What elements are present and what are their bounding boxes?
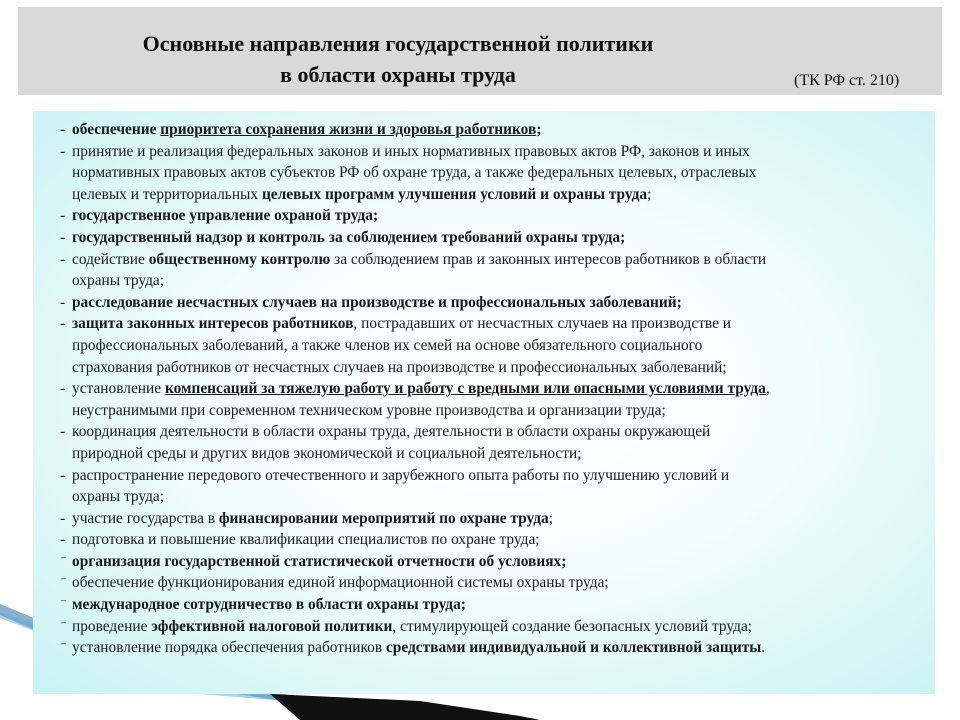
arrow-bullet-icon: ⁻	[60, 616, 67, 632]
policy-text: обеспечение функционирования единой информационной системы охраны труда;	[72, 574, 609, 592]
policy-item-continuation	[60, 270, 930, 292]
arrow-bullet-icon: ⁻	[60, 573, 67, 589]
policy-text: ,	[765, 380, 770, 398]
dash-bullet: -	[60, 531, 66, 549]
policy-text: охраны труда;	[72, 272, 165, 290]
policy-item	[60, 421, 930, 443]
policy-item-continuation	[60, 184, 930, 206]
policy-text: эффективной налоговой политики	[151, 617, 393, 635]
policy-text: целевых и территориальных	[72, 185, 262, 203]
policy-text: , пострадавших от несчастных случаев на производстве и	[353, 315, 732, 333]
policy-item	[60, 616, 930, 638]
dash-bullet: -	[60, 466, 66, 484]
policy-item-continuation	[60, 400, 930, 422]
policy-text: неустранимыми при современном техническом уровне производства и организации труда;	[72, 401, 666, 419]
dash-bullet: -	[60, 121, 66, 138]
source-reference: (ТК РФ ст. 210)	[794, 72, 900, 89]
policy-text: государственный надзор и контроль за соблюдением требований охраны труда;	[72, 228, 626, 246]
policy-list	[60, 119, 930, 659]
policy-text: нормативных правовых актов субъектов РФ об охране труда, а также федеральных целевых, отраслевых	[72, 164, 757, 182]
policy-text: профессиональных заболеваний, а также членов их семей на основе обязательного социального	[72, 336, 703, 354]
dash-bullet: -	[60, 423, 66, 441]
policy-text: координация деятельности в области охраны труда, деятельности в области охраны окружающей	[72, 423, 711, 441]
policy-item	[60, 313, 930, 335]
policy-text: природной среды и других видов экономической и социальной деятельности;	[72, 444, 582, 462]
policy-text: содействие	[72, 250, 149, 268]
policy-text: государственное управление охраной труда;	[72, 207, 379, 225]
dash-bullet: -	[60, 142, 66, 160]
policy-text: расследование несчастных случаев на производстве и профессиональных заболеваний;	[72, 293, 682, 311]
policy-item-continuation	[60, 443, 930, 465]
policy-item	[60, 465, 930, 487]
policy-item	[60, 508, 930, 530]
policy-text: участие государства в	[72, 509, 219, 527]
policy-item	[60, 529, 930, 551]
policy-text: средствами индивидуальной и коллективной защиты	[385, 639, 762, 657]
policy-text: финансировании мероприятий по охране труда	[218, 509, 549, 527]
policy-item	[60, 141, 930, 163]
policy-item	[60, 572, 930, 594]
policy-text: организация государственной статистической отчетности об условиях;	[72, 552, 567, 570]
policy-text: ;	[536, 121, 542, 138]
policy-item	[60, 205, 930, 227]
policy-text: ;	[548, 509, 553, 527]
dash-bullet: -	[60, 228, 66, 246]
policy-text: приоритета сохранения жизни и здоровья работников	[160, 121, 537, 138]
page-title	[18, 28, 778, 90]
policy-text: установление	[72, 380, 165, 398]
page-title-line-1: Основные направления государственной политики	[142, 31, 654, 56]
policy-item-continuation	[60, 162, 930, 184]
policy-text: , стимулирующей создание безопасных условий труда;	[392, 617, 753, 635]
policy-text: подготовка и повышение квалификации специалистов по охране труда;	[72, 531, 540, 549]
arrow-bullet-icon: ⁻	[60, 595, 67, 611]
policy-text: защита законных интересов работников	[72, 315, 354, 333]
policy-item	[60, 227, 930, 249]
policy-text: установление порядка обеспечения работников	[72, 639, 386, 657]
policy-text: обеспечение	[72, 121, 161, 138]
dash-bullet: -	[60, 250, 66, 268]
dash-bullet: -	[60, 380, 66, 398]
policy-item	[60, 378, 930, 400]
policy-text: распространение передового отечественного и зарубежного опыта работы по улучшению условий и	[72, 466, 730, 484]
dash-bullet: -	[60, 509, 66, 527]
policy-text: ;	[647, 185, 652, 203]
policy-item	[60, 119, 930, 141]
policy-item	[60, 637, 930, 659]
policy-text: общественному контролю	[148, 250, 331, 268]
policy-text: целевых программ улучшения условий и охраны труда	[261, 185, 648, 203]
policy-text: принятие и реализация федеральных законов и иных нормативных правовых актов РФ, законов и иных	[72, 142, 750, 160]
policy-text: проведение	[72, 617, 152, 635]
policy-text: страхования работников от несчастных случаев на производстве и профессиональных заболеваний;	[72, 358, 727, 376]
policy-item-continuation	[60, 335, 930, 357]
policy-item-continuation	[60, 357, 930, 379]
policy-text: международное сотрудничество в области охраны труда;	[72, 596, 466, 614]
dash-bullet: -	[60, 293, 66, 311]
policy-item	[60, 551, 930, 573]
dash-bullet: -	[60, 207, 66, 225]
dash-bullet: -	[60, 315, 66, 333]
policy-text: .	[761, 639, 766, 657]
arrow-bullet-icon: ⁻	[60, 551, 67, 567]
arrow-bullet-icon: ⁻	[60, 638, 67, 654]
policy-item	[60, 594, 930, 616]
policy-item	[60, 249, 930, 271]
policy-item	[60, 292, 930, 314]
policy-text: охраны труда;	[72, 488, 165, 506]
policy-text: компенсаций за тяжелую работу и работу с вредными или опасными условиями труда	[164, 380, 766, 398]
page-title-line-2: в области охраны труда	[280, 62, 516, 87]
policy-text: за соблюдением прав и законных интересов работников в области	[330, 250, 767, 268]
policy-item-continuation	[60, 486, 930, 508]
